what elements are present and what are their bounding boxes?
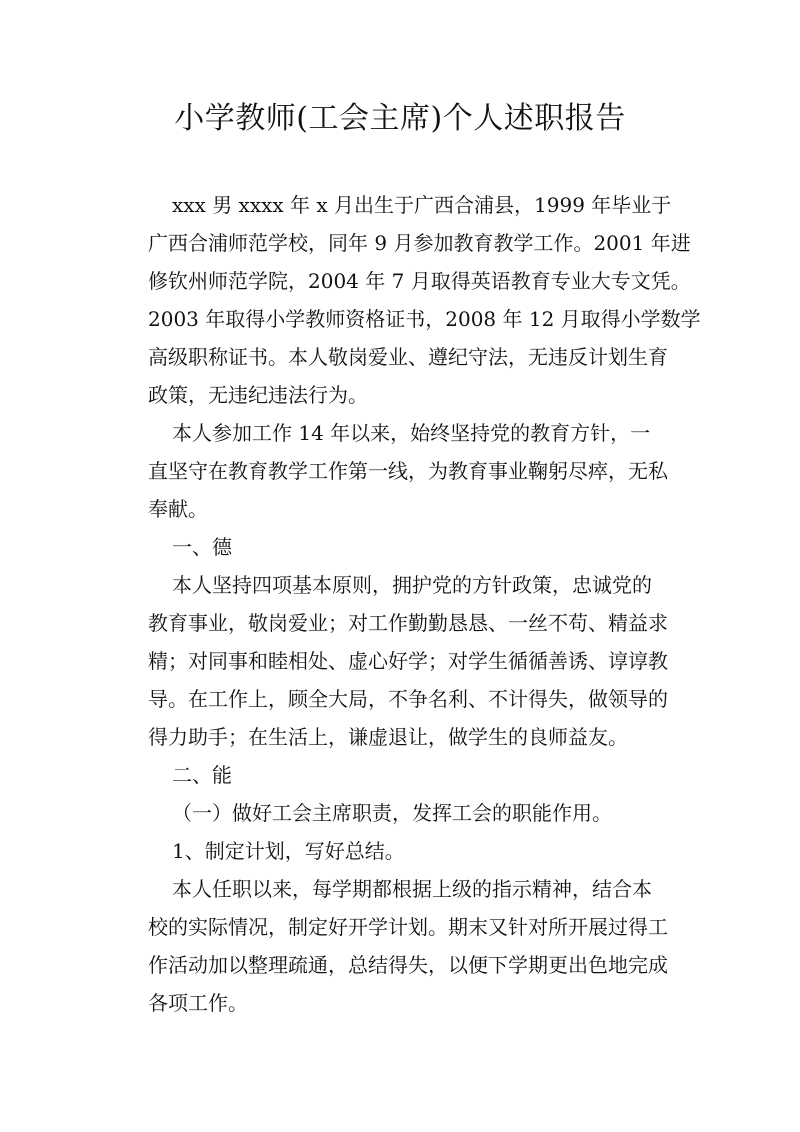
paragraph-line: 校的实际情况，制定好开学计划。期末又针对所开展过得工	[148, 915, 668, 939]
paragraph-line: 本人参加工作 14 年以来，始终坚持党的教育方针，一	[172, 421, 651, 445]
paragraph-line: 教育事业，敬岗爱业；对工作勤勤恳恳、一丝不苟、精益求	[148, 611, 668, 635]
section-heading-ability	[148, 756, 693, 794]
paragraph-line: 广西合浦师范学校，同年 9 月参加教育教学工作。2001 年进	[148, 231, 691, 255]
paragraph-line: 本人任职以来，每学期都根据上级的指示精神，结合本	[172, 877, 652, 901]
paragraph-line: 直坚守在教育教学工作第一线，为教育事业鞠躬尽瘁，无私	[148, 459, 668, 483]
paragraph-line: 得力助手；在生活上，谦虚退让，做学生的良师益友。	[148, 725, 628, 749]
subsection-heading-union-chair	[148, 794, 693, 832]
paragraph-line: 导。在工作上，顾全大局，不争名利、不计得失，做领导的	[148, 687, 668, 711]
paragraph-line: 政策，无违纪违法行为。	[148, 383, 368, 407]
paragraph-line: 奉献。	[148, 497, 208, 521]
section-heading-virtue	[148, 528, 693, 566]
item-heading-plan-summary	[148, 832, 693, 870]
paragraph-line: 修钦州师范学院，2004 年 7 月取得英语教育专业大专文凭。	[148, 269, 691, 293]
document-body	[148, 186, 701, 1022]
section-heading-text: 二、能	[172, 763, 232, 787]
paragraph-line: 各项工作。	[148, 991, 248, 1015]
paragraph-8	[148, 870, 693, 1022]
paragraph-1	[148, 186, 701, 414]
paragraph-line: 本人坚持四项基本原则，拥护党的方针政策，忠诚党的	[172, 573, 652, 597]
paragraph-line: 作活动加以整理疏通，总结得失，以便下学期更出色地完成	[148, 953, 668, 977]
paragraph-line: 2003 年取得小学教师资格证书，2008 年 12 月取得小学数学	[148, 307, 701, 331]
item-heading-text: 1、制定计划，写好总结。	[172, 839, 405, 863]
section-heading-text: 一、德	[172, 535, 232, 559]
paragraph-line: xxx 男 xxxx 年 x 月出生于广西合浦县，1999 年毕业于	[172, 193, 672, 217]
paragraph-line: 精；对同事和睦相处、虚心好学；对学生循循善诱、谆谆教	[148, 649, 668, 673]
paragraph-4	[148, 566, 693, 756]
document-title: 小学教师(工会主席)个人述职报告	[174, 101, 626, 136]
subsection-heading-text: （一）做好工会主席职责，发挥工会的职能作用。	[172, 801, 612, 825]
paragraph-line: 高级职称证书。本人敬岗爱业、遵纪守法，无违反计划生育	[148, 345, 668, 369]
paragraph-2	[148, 414, 693, 528]
